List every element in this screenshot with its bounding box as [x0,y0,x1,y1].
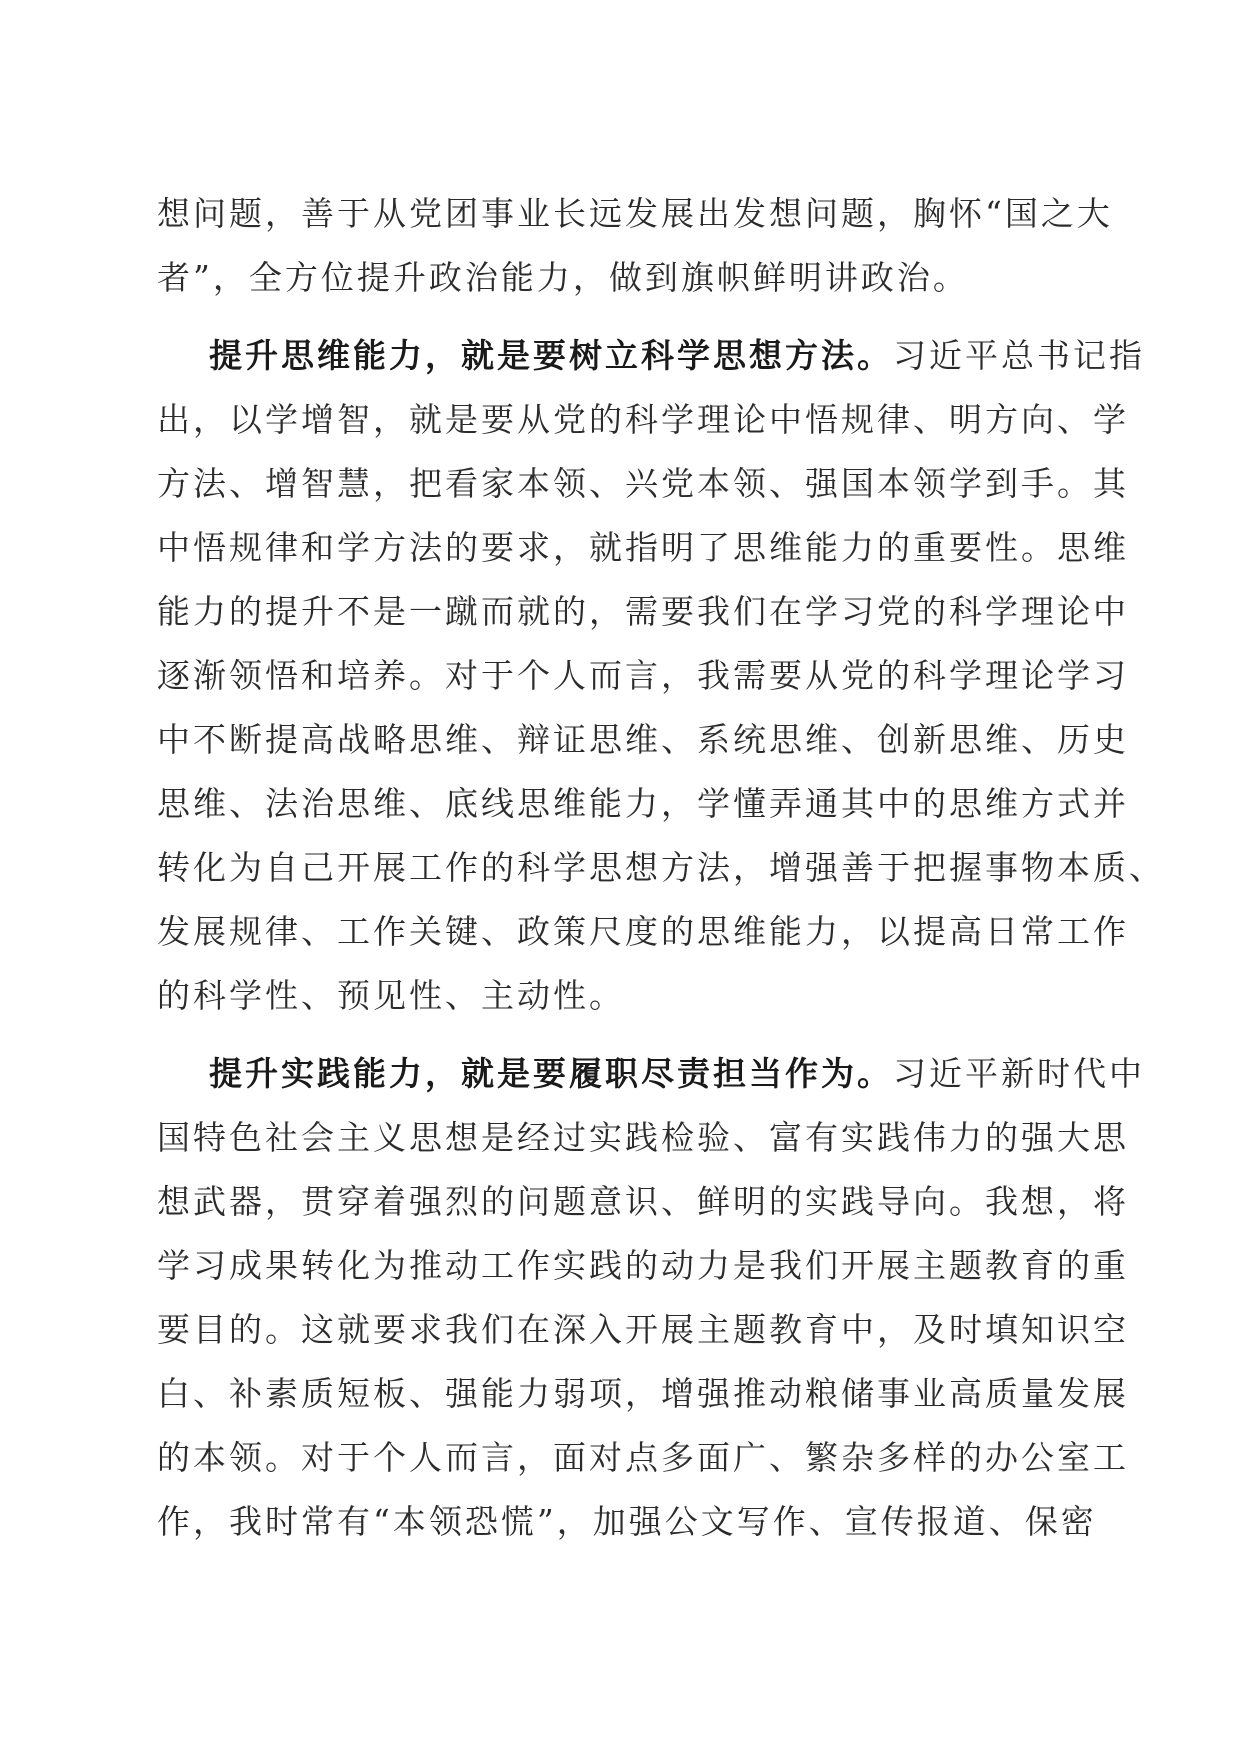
paragraph-heading: 提升实践能力，就是要履职尽责担当作为。 [209,1054,893,1093]
text-line: 白、补素质短板、强能力弱项，增强推动粮储事业高质量发展 [157,1374,1129,1413]
paragraph-heading: 提升思维能力，就是要树立科学思想方法。 [209,336,893,375]
text-line: 出，以学增智，就是要从党的科学理论中悟规律、明方向、学 [157,400,1129,439]
text-line: 的本领。对于个人而言，面对点多面广、繁杂多样的办公室工 [157,1438,1129,1477]
text-run: 习近平新时代中 [893,1054,1145,1093]
paragraph-political-ability [157,182,1113,310]
paragraph-spacer [157,1028,1097,1042]
text-line: 逐渐领悟和培养。对于个人而言，我需要从党的科学理论学习 [157,656,1129,695]
text-line: 中悟规律和学方法的要求，就指明了思维能力的重要性。思维 [157,528,1129,567]
text-line: 要目的。这就要求我们在深入开展主题教育中，及时填知识空 [157,1310,1129,1349]
text-line: 方法、增智慧，把看家本领、兴党本领、强国本领学到手。其 [157,464,1129,503]
text-line: 者”，全方位提升政治能力，做到旗帜鲜明讲政治。 [157,258,969,297]
paragraph-spacer [157,310,1097,324]
text-line: 学习成果转化为推动工作实践的动力是我们开展主题教育的重 [157,1246,1129,1285]
text-line: 想问题，善于从党团事业长远发展出发想问题，胸怀“国之大 [157,194,1113,233]
text-line: 思维、法治思维、底线思维能力，学懂弄通其中的思维方式并 [157,784,1129,823]
paragraph-thinking-ability [157,324,1165,1028]
paragraph-practical-ability [157,1042,1145,1554]
text-line: 想武器，贯穿着强烈的问题意识、鲜明的实践导向。我想，将 [157,1182,1129,1221]
text-line: 发展规律、工作关键、政策尺度的思维能力，以提高日常工作 [157,912,1129,951]
text-line: 国特色社会主义思想是经过实践检验、富有实践伟力的强大思 [157,1118,1129,1157]
paragraph-first-line [157,324,1145,388]
text-line: 作，我时常有“本领恐慌”，加强公文写作、宣传报道、保密 [157,1502,1097,1541]
document-body [157,182,1165,1554]
paragraph-first-line [157,1042,1145,1106]
text-line: 转化为自己开展工作的科学思想方法，增强善于把握事物本质、 [157,848,1165,887]
text-line: 能力的提升不是一蹴而就的，需要我们在学习党的科学理论中 [157,592,1129,631]
text-run: 习近平总书记指 [893,336,1145,375]
text-line: 的科学性、预见性、主动性。 [157,976,625,1015]
text-line: 中不断提高战略思维、辩证思维、系统思维、创新思维、历史 [157,720,1129,759]
